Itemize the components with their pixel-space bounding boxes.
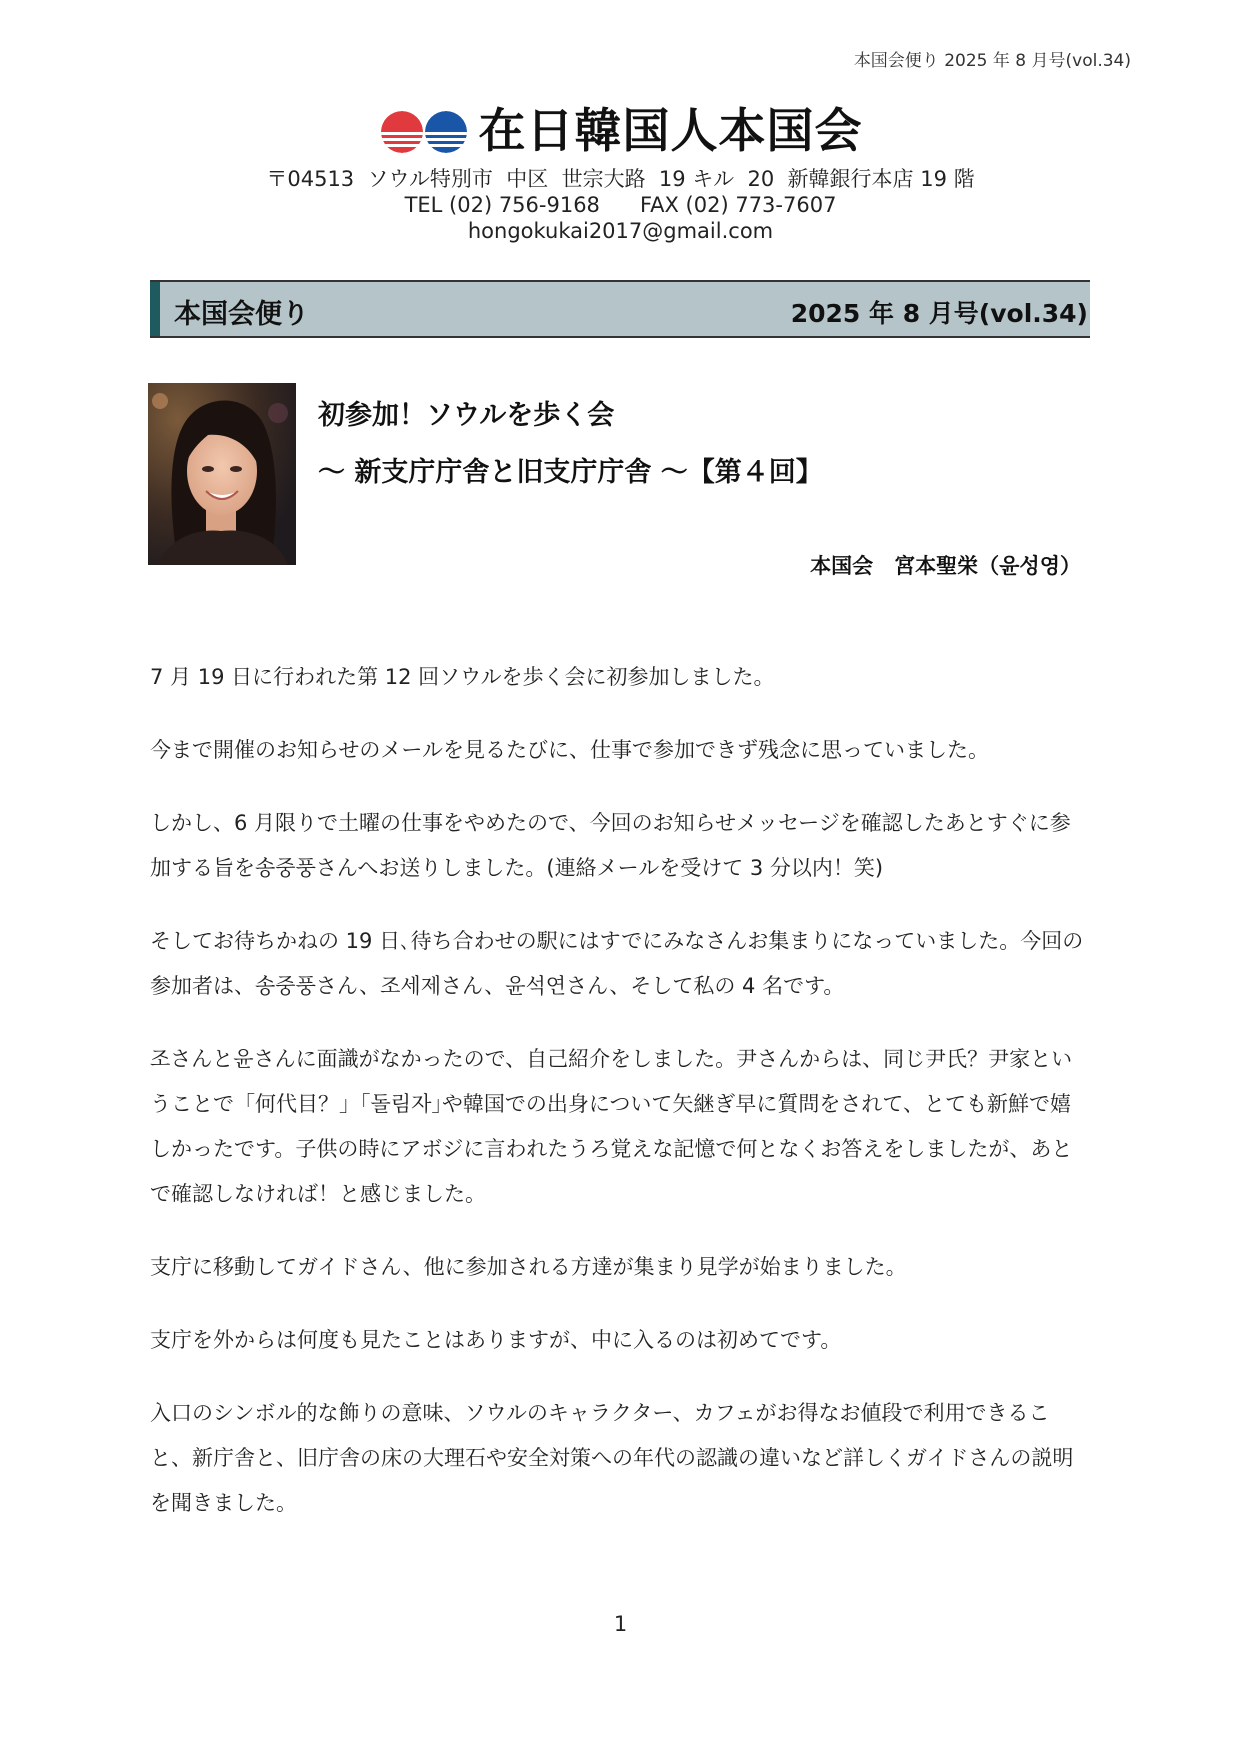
paragraph: 入口のシンボル的な飾りの意味、ソウルのキャラクター、カフェがお得なお値段で利用できること、新庁舎と、旧庁舎の床の大理石や安全対策への年代の認識の違いなど詳しくガイドさんの説明を聞きました。: [150, 1401, 1074, 1515]
org-logo-row: [0, 104, 1241, 160]
org-name: 在日韓国人本国会: [478, 104, 863, 159]
article-author: 本国会 宮本聖栄（윤성영）: [810, 554, 1081, 578]
section-volume: 2025 年 8 月号(vol.34): [790, 299, 1088, 328]
paragraph: しかし、6 月限りで土曜の仕事をやめたので、今回のお知らせメッセージを確認したあとすぐに参加する旨を송중풍さんへお送りしました。(連絡メールを受けて 3 分以内！笑): [150, 811, 1071, 880]
article-title-line2: 〜 新支庁庁舎と旧支庁庁舎 〜【第４回】: [318, 457, 823, 488]
org-email: hongokukai2017@gmail.com: [467, 219, 774, 243]
section-bar-accent: [150, 282, 160, 336]
section-title: 本国会便り: [174, 299, 309, 330]
paragraph: 7 月 19 日に行われた第 12 回ソウルを歩く会に初参加しました。: [150, 665, 775, 689]
paragraph: 支庁に移動してガイドさん、他に参加される方達が集まり見学が始まりました。: [150, 1255, 907, 1279]
page-number: 1: [613, 1612, 628, 1636]
article-title-line1: 初参加！ソウルを歩く会: [318, 400, 615, 431]
org-header: [0, 104, 1241, 244]
author-photo: [148, 383, 296, 565]
org-address: 〒04513 ソウル特別市 中区 世宗大路 19 キル 20 新韓銀行本店 19 階: [266, 167, 975, 191]
org-phone-fax: TEL (02) 756-9168 FAX (02) 773-7607: [404, 193, 837, 217]
paragraph: 조さんと윤さんに面識がなかったので、自己紹介をしました。尹さんからは、同じ尹氏？尹家ということで「何代目？」｢돌림자｣や韓国での出身について矢継ぎ早に質問をされて、とても新鮮で嬉しかったです。子供の時にアボジに言われたうろ覚えな記憶で何となくお答えをしましたが、あとで確認しなければ！と感じました。: [150, 1047, 1073, 1206]
section-title-bar: [150, 280, 1090, 338]
page-header-issue: 本国会便り 2025 年 8 月号(vol.34): [853, 51, 1131, 71]
paragraph: 支庁を外からは何度も見たことはありますが、中に入るのは初めてです。: [150, 1328, 842, 1352]
article-body: [150, 655, 1090, 1526]
org-contact-block: [0, 166, 1241, 244]
paragraph: そしてお待ちかねの 19 日､待ち合わせの駅にはすでにみなさんお集まりになっていました。今回の参加者は、송중풍さん、조세제さん、윤석연さん、そして私の 4 名です。: [150, 929, 1084, 998]
paragraph: 今まで開催のお知らせのメールを見るたびに、仕事で参加できず残念に思っていました。: [150, 738, 989, 762]
org-logo-icon: [379, 108, 469, 156]
